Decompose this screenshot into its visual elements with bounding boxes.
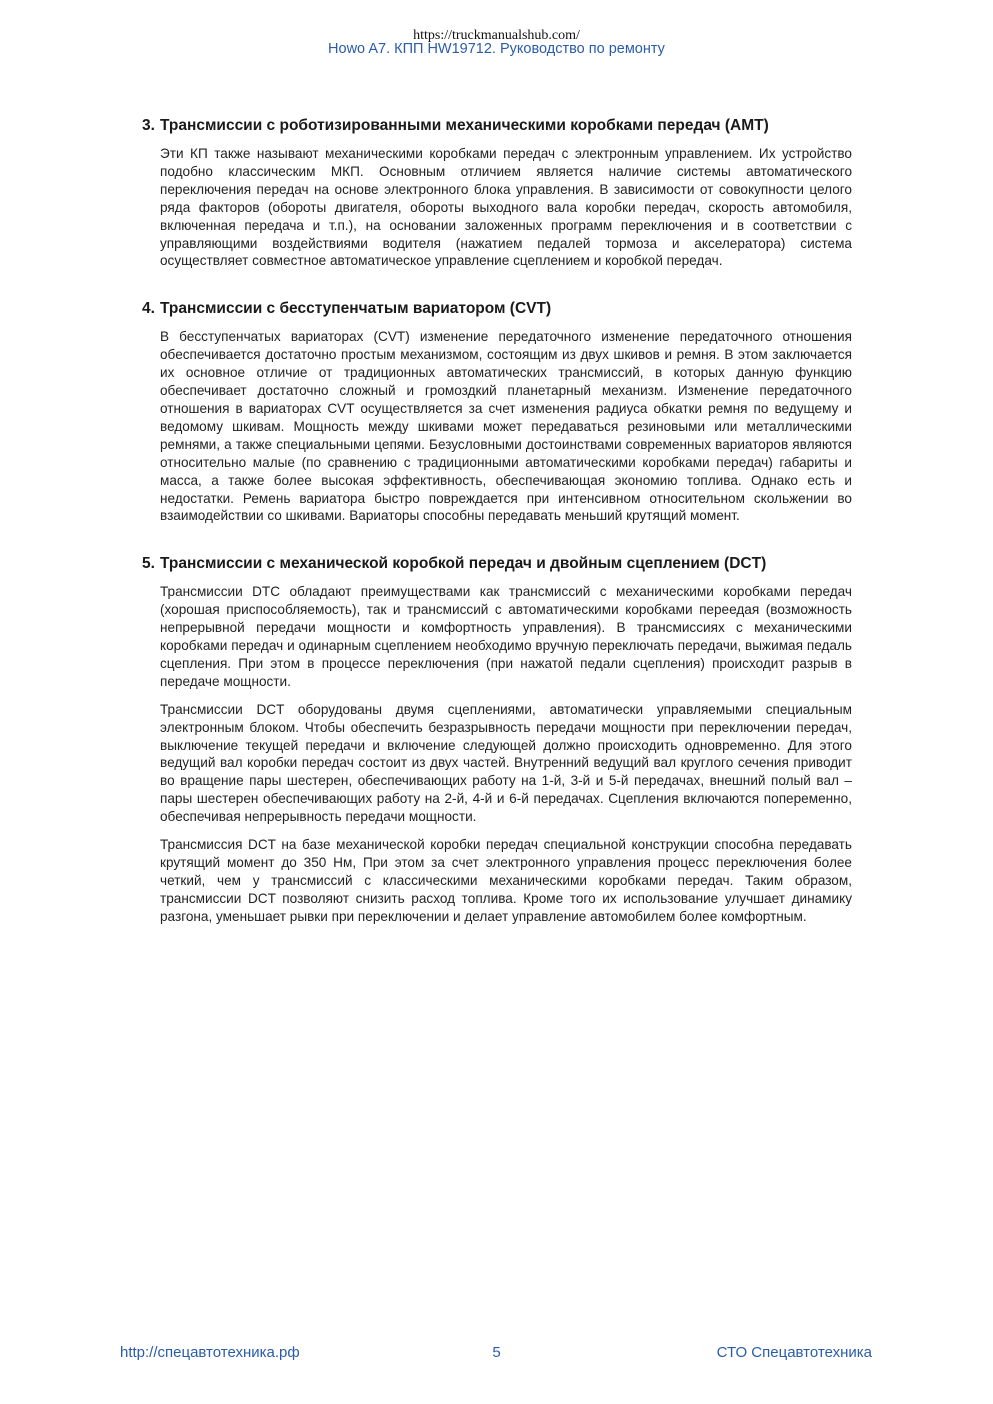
document-section — [142, 116, 852, 270]
body-paragraph: Трансмиссия DCT на базе механической коробки передач специальной конструкции способна передавать крутящий момент до 350 Нм, При этом за счет электронного управления процесс переключения более четкий, чем у трансмиссий с классическими механическими коробками передач. Таким образом, трансмиссии DCT позволяют снизить расход топлива. Кроме того их использование улучшает динамику разгона, уменьшает рывки при переключении и делает управление автомобилем более комфортным. — [160, 837, 852, 924]
document-body — [142, 116, 852, 955]
section-number: 5. — [142, 555, 155, 573]
section-body — [142, 145, 852, 270]
watermark-url: https://truckmanualshub.com/ — [413, 28, 580, 43]
page-number: 5 — [492, 1344, 501, 1361]
section-body — [142, 583, 852, 925]
section-number: 4. — [142, 300, 155, 318]
section-body — [142, 328, 852, 525]
running-title: Howo A7. КПП HW19712. Руководство по ремонту — [328, 41, 665, 57]
body-paragraph: Трансмиссии DCT оборудованы двумя сцеплениями, автоматически управляемыми специальным электронным блоком. Чтобы обеспечить безразрывность передачи мощности при переключении передач, выключение текущей передачи и включение следующей должно происходить одновременно. Для этого ведущий вал коробки передач состоит из двух частей. Внутренний ведущий вал круглого сечения приводит во вращение пары шестерен, обеспечивающих работу на 1-й, 3-й и 5-й передачах, внешний полый вал – пары шестерен обеспечивающих работу на 2-й, 4-й и 6-й передачах. Сцепления включаются попеременно, обеспечивая непрерывность передачи мощности. — [160, 701, 852, 825]
body-paragraph: В бесступенчатых вариаторах (CVT) изменение передаточного изменение передаточного отношения обеспечивается достаточно простым механизмом, состоящим из двух шкивов и ремня. В этом заключается их основное отличие от традиционных автоматических трансмиссий, в которых данную функцию обеспечивает достаточно сложный и громоздкий планетарный механизм. Изменение передаточного отношения в вариаторах CVT осуществляется за счет изменения радиуса обкатки ремня по ведущему и ведомому шкивам. Мощность между шкивами может передаваться резиновыми или металлическими ремнями, а также специальными цепями. Безусловными достоинствами современных вариаторов являются относительно малые (по сравнению с традиционными автоматическими коробками передач) габариты и масса, а также более высокая эффективность, обеспечивающая экономию топлива. Однако есть и недостатки. Ремень вариатора быстро повреждается при интенсивном относительном скольжении во взаимодействии со шкивами. Вариаторы способны передавать меньший крутящий момент. — [160, 329, 852, 524]
section-heading — [142, 299, 852, 319]
section-title: Трансмиссии с механической коробкой передач и двойным сцеплением (DCT) — [160, 555, 767, 573]
body-paragraph: Эти КП также называют механическими коробками передач с электронным управлением. Их устройство подобно классическим МКП. Основным отличием является наличие системы автоматического переключения передач на основе электронного блока управления. В зависимости от совокупности целого ряда факторов (обороты двигателя, обороты выходного вала коробки передач, скорость автомобиля, включенная передача и т.п.), на основании заложенных программ переключения и в соответствии с управляющими воздействиями водителя (нажатием педалей тормоза и акселератора) система осуществляет совместное автоматическое управление сцеплением и коробкой передач. — [160, 146, 852, 269]
document-section — [142, 299, 852, 525]
body-paragraph: Трансмиссии DTC обладают преимуществами как трансмиссий с механическими коробками передач (хорошая приспособляемость), так и трансмиссий с автоматическими коробками переедая (возможность непрерывной передачи мощности и комфортность управления). В трансмиссиях с механическими коробками передач и одинарным сцеплением необходимо вручную переключать передачи, выжимая педаль сцепления. При этом в процессе переключения (при нажатой педали сцепления) происходит разрыв в передаче мощности. — [160, 584, 852, 689]
section-title: Трансмиссии с бесступенчатым вариатором (CVT) — [160, 300, 552, 318]
document-section — [142, 554, 852, 925]
page-footer — [0, 1343, 993, 1363]
section-heading — [142, 554, 852, 574]
section-heading — [142, 116, 852, 136]
footer-company-name: СТО Спецавтотехника — [716, 1344, 872, 1361]
footer-website-link[interactable]: http://спецавтотехника.рф — [120, 1344, 300, 1361]
section-number: 3. — [142, 117, 155, 134]
section-title: Трансмиссии с роботизированными механическими коробками передач (АМТ) — [160, 117, 769, 134]
